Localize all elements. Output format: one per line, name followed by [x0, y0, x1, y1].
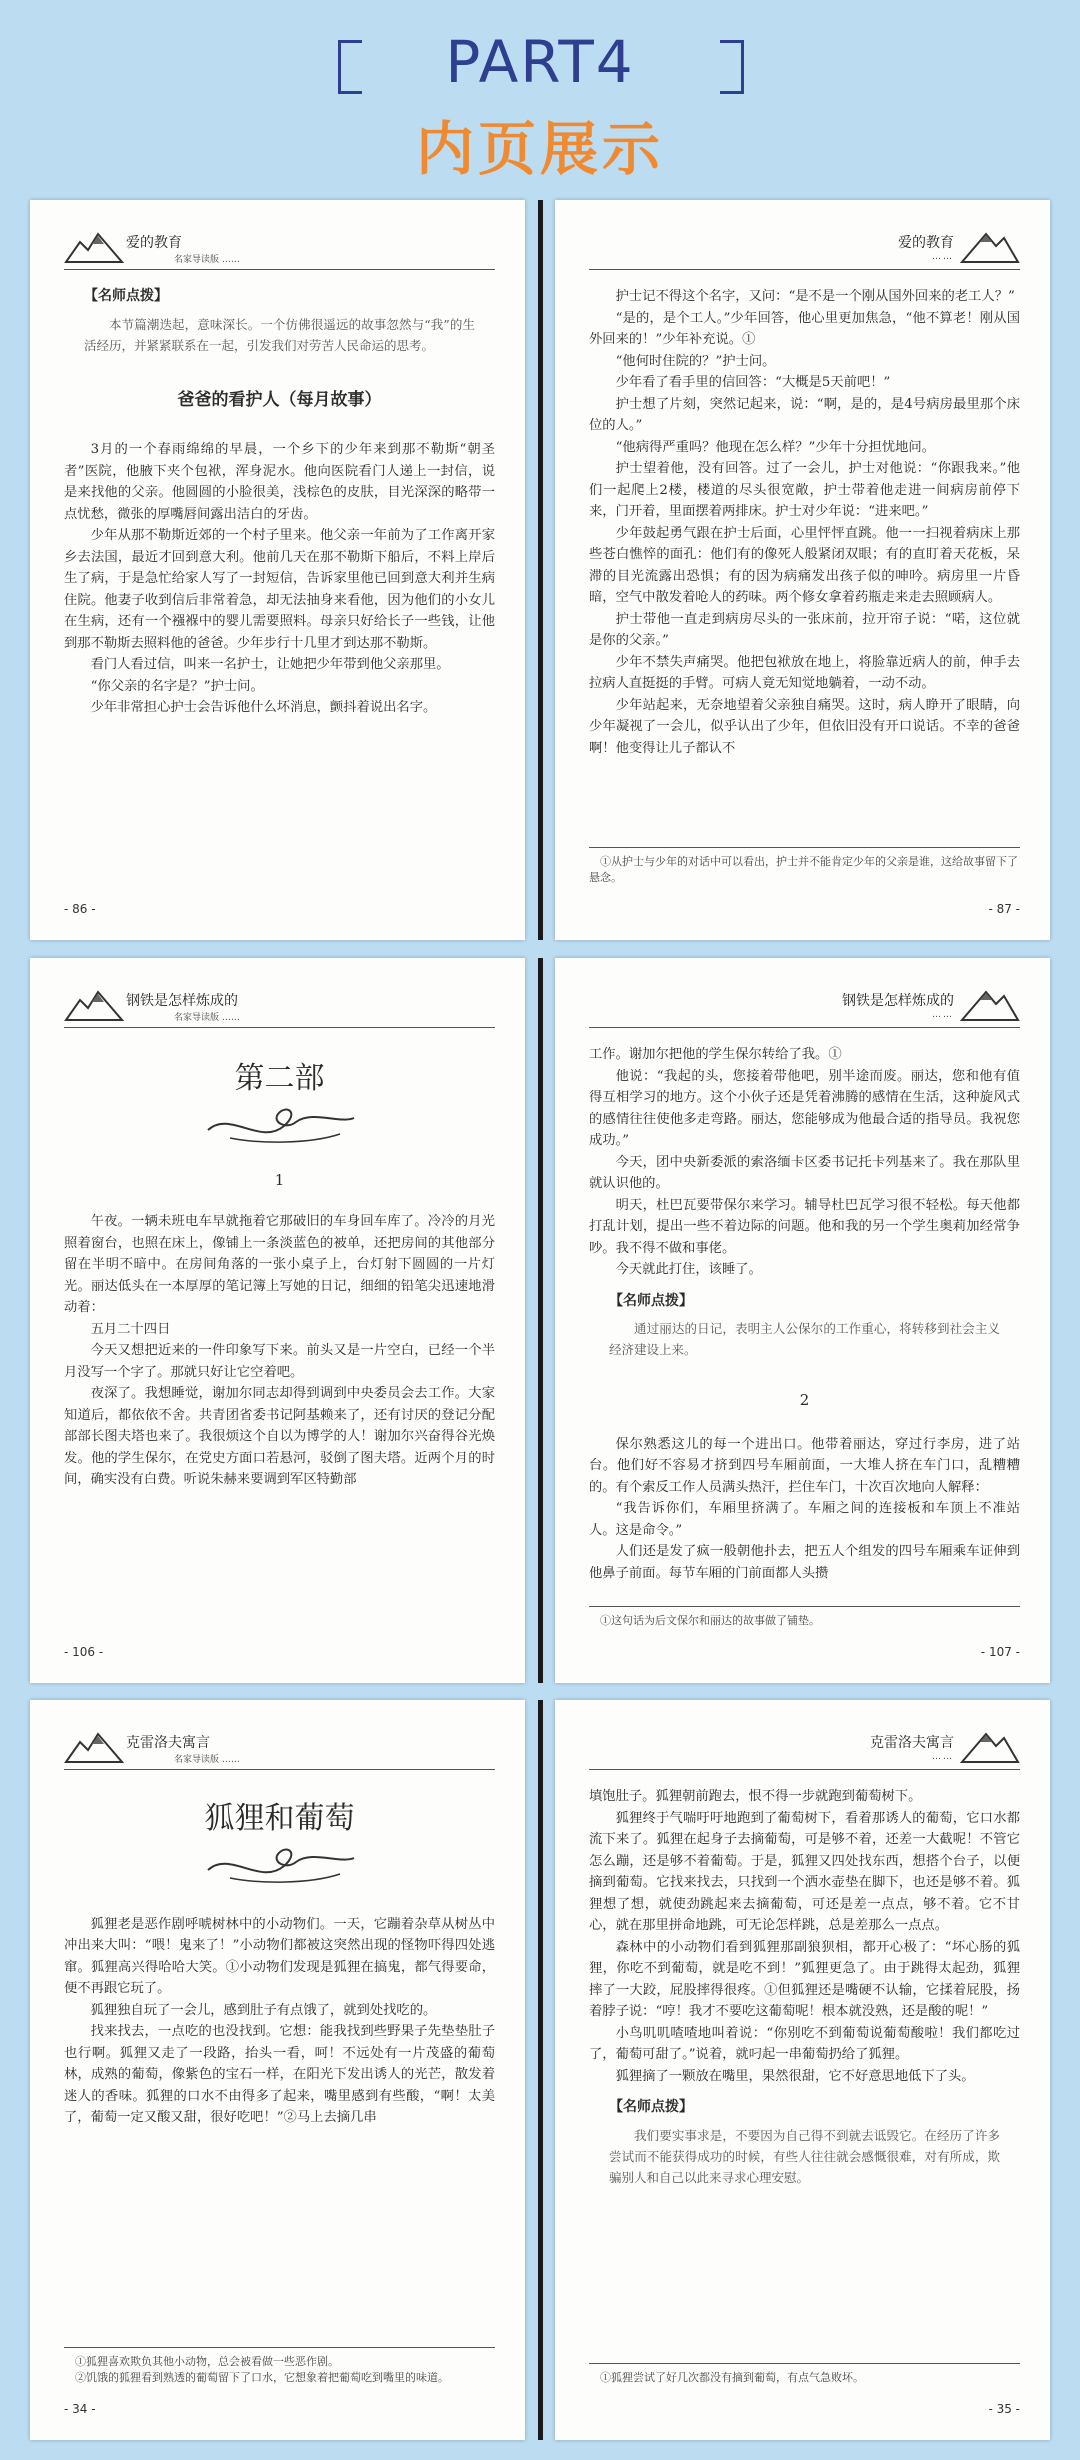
- book-title: 钢铁是怎样炼成的: [126, 993, 238, 1009]
- book-spine: [530, 1700, 550, 2440]
- running-header: [589, 986, 1020, 1028]
- paragraph: 少年非常担心护士会告诉他什么坏消息，颤抖着说出名字。: [90, 700, 437, 715]
- paragraph: 狐狸老是恶作剧呼唬树林中的小动物们。一天，它蹦着杂草从树丛中冲出来大叫：“喂！鬼来了！”小动物们都被这突然出现的怪物吓得四处逃窜。狐狸高兴得哈哈大笑。①小动物们发现是狐狸在搞鬼，都气得要命，便不再跟它玩了。: [64, 1916, 495, 1996]
- paragraph: 午夜。一辆未班电车早就拖着它那破旧的车身回车库了。冷冷的月光照着窗台，也照在床上，像铺上一条淡蓝色的被单，还把房间的其他部分留在半明不暗中。在房间角落的一张小桌子上，台灯射下圆圆的一片灯光。丽达低头在一本厚厚的笔记簿上写她的日记，细细的铅笔尖迅速地滑动着：: [64, 1214, 495, 1315]
- mountain-logo-icon: [64, 228, 124, 264]
- book-spread: [30, 958, 1050, 1683]
- tip-heading: 【名师点拨】: [84, 288, 168, 304]
- footnote-text: ②饥饿的狐狸看到熟透的葡萄留下了口水，它想象着把葡萄吃到嘴里的味道。: [75, 2371, 449, 2384]
- mountain-logo-icon: [960, 1728, 1020, 1764]
- book-spine: [530, 958, 550, 1683]
- paragraph: 护士记不得这个名字，又问：“是不是一个刚从国外回来的老工人？”: [615, 289, 1015, 304]
- mountain-logo-icon: [960, 228, 1020, 264]
- paragraph: “是的，是个工人。”少年回答，他心里更加焦急，“他不算老！刚从国外回来的！”少年补充说。①: [589, 310, 1020, 347]
- page-number: - 34 -: [64, 2402, 96, 2416]
- book-page-left: [30, 1700, 525, 2440]
- paragraph: 他说：“我起的头，您接着带他吧，别半途而废。丽达，您和他有值得互相学习的地方。这个小伙子还是凭着沸腾的感情在生活，这种旋风式的感情往往使他多走弯路。丽达，您能够成为他最合适的指导员。我祝您成功。”: [589, 1068, 1020, 1148]
- footnote-text: ①这句话为后文保尔和丽达的故事做了铺垫。: [600, 1614, 820, 1627]
- paragraph: 保尔熟悉这儿的每一个进出口。他带着丽达，穿过行李房，进了站台。他们好不容易才挤到四号车厢前面，一大堆人挤在车门口，乱糟糟的。有个索反工作人员满头热汗，拦住车门，十次百次地向人解释：: [589, 1436, 1020, 1495]
- paragraph: 3月的一个春雨绵绵的早晨，一个乡下的少年来到那不勒斯“朝圣者”医院，他腋下夹个包袱，浑身泥水。他向医院看门人递上一封信，说是来找他的父亲。他圆圆的小脸很美，浅棕色的皮肤，目光深深的略带一点忧愁，微张的厚嘴唇间露出洁白的牙齿。: [64, 442, 495, 522]
- footnote: [589, 2363, 1020, 2386]
- tip-heading: 【名师点拨】: [609, 1292, 693, 1309]
- paragraph: 少年站起来，无奈地望着父亲独自痛哭。这时，病人睁开了眼睛，向少年凝视了一会儿，似乎认出了少年，但依旧没有开口说话。不幸的爸爸啊！他变得让儿子都认不: [589, 697, 1020, 756]
- book-page-right: [555, 200, 1050, 940]
- series-label: ……: [932, 252, 954, 262]
- footnote-text: ①狐狸喜欢欺负其他小动物，总会被看做一些恶作剧。: [75, 2355, 339, 2368]
- tip-text: 本节篇潮迭起，意味深长。一个仿佛很遥远的故事忽然与“我”的生活经历，并紧紧联系在一起，引发我们对劳苦人民命运的思考。: [84, 316, 475, 353]
- mountain-logo-icon: [64, 1728, 124, 1764]
- page-number: - 86 -: [64, 902, 96, 916]
- paragraph: 护士带他一直走到病房尽头的一张床前，拉开帘子说：“喏，这位就是你的父亲。”: [589, 611, 1020, 648]
- mountain-logo-icon: [64, 986, 124, 1022]
- chapter-number: 1: [274, 1170, 285, 1189]
- running-header: [64, 228, 495, 270]
- series-label: 名家导读版 ……: [174, 1013, 240, 1023]
- paragraph: 狐狸独自玩了一会儿，感到肚子有点饿了，就到处找吃的。: [90, 2002, 437, 2018]
- footnote-text: ①从护士与少年的对话中可以看出，护士并不能肯定少年的父亲是谁，这给故事留下了悬念。: [589, 855, 1018, 884]
- footnote: [589, 847, 1020, 886]
- book-page-right: [555, 958, 1050, 1683]
- tip-text: 通过丽达的日记，表明主人公保尔的工作重心，将转移到社会主义经济建设上来。: [609, 1321, 1000, 1357]
- running-header: [64, 986, 495, 1028]
- footnote: [64, 2347, 495, 2386]
- page-number: - 87 -: [988, 902, 1020, 916]
- paragraph: 夜深了。我想睡觉，谢加尔同志却得到调到中央委员会去工作。大家知道后，都依依不舍。共青团省委书记阿基赖来了，还有讨厌的登记分配部部长图夫塔也来了。我很烦这个自以为博学的人！谢加尔兴奋得谷光焕发。他的学生保尔，在党史方面口若悬河，驳倒了图夫塔。近两个月的时间，确实没有白费。听说朱赫来要调到军区特勤部: [64, 1386, 495, 1487]
- paragraph: 今天又想把近来的一件印象写下来。前头又是一片空白，已经一个半月没写一个字了。那就只好让它空着吧。: [64, 1343, 495, 1380]
- running-header: [589, 228, 1020, 270]
- book-title: 钢铁是怎样炼成的: [842, 993, 954, 1009]
- paragraph: 狐狸终于气喘吁吁地跑到了葡萄树下，看着那诱人的葡萄，它口水都流下来了。狐狸在起身子去摘葡萄，可是够不着，还差一大截呢！不管它怎么蹦，还是够不着葡萄。于是，狐狸又四处找东西，想搭个台子，以便摘到葡萄。它找来找去，只找到一个洒水壶垫在脚下，也还是够不着。狐狸想了想，就使劲跳起来去摘葡萄，可还是差一点点，够不着。它不甘心，就在那里拼命地跳，可无论怎样跳，总是差那么一点点。: [589, 1810, 1020, 1933]
- story-title: 爸爸的看护人（每月故事）: [177, 389, 382, 410]
- paragraph: 护士想了片刻，突然记起来，说：“啊，是的，是4号病房最里那个床位的人。”: [589, 396, 1020, 433]
- book-page-left: [30, 958, 525, 1683]
- section-number: 2: [799, 1391, 810, 1409]
- paragraph: 森林中的小动物们看到狐狸那副狼狈相，都开心极了：“坏心肠的狐狸，你吃不到葡萄，就是吃不到！”狐狸更急了。由于跳得太起劲，狐狸摔了一大跤，屁股摔得很疼。①但狐狸还是嘴硬不认输，它揉着屁股，扬着脖子说：“哼！我才不要吃这葡萄呢！根本就没熟，还是酸的呢！”: [589, 1939, 1020, 2019]
- running-header: [589, 1728, 1020, 1770]
- book-title: 克雷洛夫寓言: [126, 1735, 210, 1751]
- running-header: [64, 1728, 495, 1770]
- paragraph: “他何时住院的？”护士问。: [615, 353, 776, 369]
- book-spread: [30, 1700, 1050, 2440]
- paragraph: 工作。谢加尔把他的学生保尔转给了我。①: [589, 1047, 842, 1062]
- chapter-title: 第二部: [234, 1061, 325, 1096]
- mountain-logo-icon: [960, 986, 1020, 1022]
- paragraph: 人们还是发了疯一般朝他扑去，把五人个组发的四号车厢乘车证伸到他鼻子前面。每节车厢的门前面都人头攒: [589, 1544, 1020, 1581]
- paragraph: 少年从那不勒斯近郊的一个村子里来。他父亲一年前为了工作离开家乡去法国，最近才回到意大利。他前几天在那不勒斯下船后，不料上岸后生了病，于是急忙给家人写了一封短信，告诉家里他已回到意大利并生病住院。他妻子收到信后非常着急，却无法抽身来看他，因为他们的小女儿在生病，还有一个襁褓中的婴儿需要照料。母亲只好给长子一些钱，让他到那不勒斯去照料他的爸爸。少年步行十几里才到达那不勒斯。: [64, 528, 495, 651]
- page-number: - 107 -: [980, 1645, 1020, 1659]
- paragraph: 少年鼓起勇气跟在护士后面，心里怦怦直跳。他一一扫视着病床上那些苍白憔悴的面孔：他们有的像死人般紧闭双眼；有的直盯着天花板，呆滞的目光流露出恐惧；有的因为病痛发出孩子似的呻吟。病房里一片昏暗，空气中散发着呛人的药味。两个修女拿着药瓶走来走去照顾病人。: [589, 525, 1020, 605]
- paragraph: 今天，团中央新委派的索洛缅卡区委书记托卡列基来了。我在那队里就认识他的。: [589, 1154, 1020, 1191]
- series-label: ……: [932, 1010, 954, 1020]
- series-label: ……: [932, 1752, 954, 1762]
- tip-heading: 【名师点拨】: [609, 2099, 693, 2115]
- book-title: 爱的教育: [898, 235, 954, 251]
- paragraph: 狐狸摘了一颗放在嘴里，果然很甜，它不好意思地低下了头。: [615, 2068, 975, 2084]
- paragraph: 护士望着他，没有回答。过了一会儿，护士对他说：“你跟我来。”他们一起爬上2楼，楼道的尽头很宽敞，护士带着他走进一间病房前停下来，门开着，里面摆着两排床。护士对少年说：“进来吧。”: [589, 461, 1020, 519]
- book-page-right: [555, 1700, 1050, 2440]
- book-page-left: [30, 200, 525, 940]
- paragraph: “我告诉你们，车厢里挤满了。车厢之间的连接板和车顶上不准站人。这是命令。”: [589, 1501, 1020, 1538]
- book-spread: [30, 200, 1050, 940]
- paragraph: 少年不禁失声痛哭。他把包袱放在地上，将脸靠近病人的前，伸手去拉病人直挺挺的手臂。可病人竟无知觉地躺着，一动不动。: [589, 654, 1020, 691]
- paragraph: 明天，杜巴瓦要带保尔来学习。辅导杜巴瓦学习很不轻松。每天他都打乱计划，提出一些不着边际的问题。他和我的另一个学生奥莉加经常争吵。我不得不做和事佬。: [589, 1197, 1020, 1256]
- footnote-text: ①狐狸尝试了好几次都没有摘到葡萄，有点气急败坏。: [600, 2371, 864, 2384]
- tip-text: 我们要实事求是，不要因为自己得不到就去诋毁它。在经历了许多尝试而不能获得成功的时候，有些人往往就会感慨很难，对有所成，欺骗别人和自己以此来寻求心理安慰。: [609, 2127, 1000, 2185]
- banner: [0, 0, 1080, 185]
- book-title: 爱的教育: [126, 235, 182, 251]
- diary-date: 五月二十四日: [90, 1321, 171, 1337]
- section-subtitle: 内页展示: [415, 115, 664, 183]
- paragraph: 填饱肚子。狐狸朝前跑去，恨不得一步就跑到葡萄树下。: [589, 1789, 922, 1804]
- book-spine: [530, 200, 550, 940]
- footnote: [589, 1606, 1020, 1629]
- flourish-ornament-icon: [200, 1100, 360, 1148]
- series-label: 名家导读版 ……: [174, 1755, 240, 1765]
- flourish-ornament-icon: [200, 1840, 360, 1888]
- paragraph: 看门人看过信，叫来一名护士，让她把少年带到他父亲那里。: [90, 657, 450, 672]
- paragraph: 找来找去，一点吃的也没找到。它想：能我找到些野果子先垫垫肚子也行啊。狐狸又走了一段路，抬头一看，呵！不远处有一片茂盛的葡萄林，成熟的葡萄，像紫色的宝石一样，在阳光下发出诱人的光芒，散发着迷人的香味。狐狸的口水不由得多了起来，嘴里感到有些酸，“啊！太美了，葡萄一定又酸又甜，很好吃吧！”②马上去摘几串: [64, 2024, 495, 2125]
- book-title: 克雷洛夫寓言: [870, 1735, 954, 1751]
- paragraph: 今天就此打住，该睡了。: [615, 1262, 762, 1277]
- paragraph: “你父亲的名字是？”护士问。: [90, 678, 264, 694]
- paragraph: “他病得严重吗？他现在怎么样？”少年十分担忧地问。: [615, 439, 936, 455]
- paragraph: 少年看了看手里的信回答：“大概是5天前吧！”: [615, 375, 891, 390]
- series-label: 名家导读版 ……: [174, 255, 240, 265]
- part-title: PART4: [445, 28, 635, 96]
- page-number: - 35 -: [988, 2402, 1020, 2416]
- page-number: - 106 -: [64, 1645, 104, 1659]
- fable-title: 狐狸和葡萄: [204, 1801, 355, 1836]
- paragraph: 小鸟叽叽喳喳地叫着说：“你别吃不到葡萄说葡萄酸啦！我们都吃过了，葡萄可甜了。”说着，就叼起一串葡萄扔给了狐狸。: [589, 2025, 1020, 2062]
